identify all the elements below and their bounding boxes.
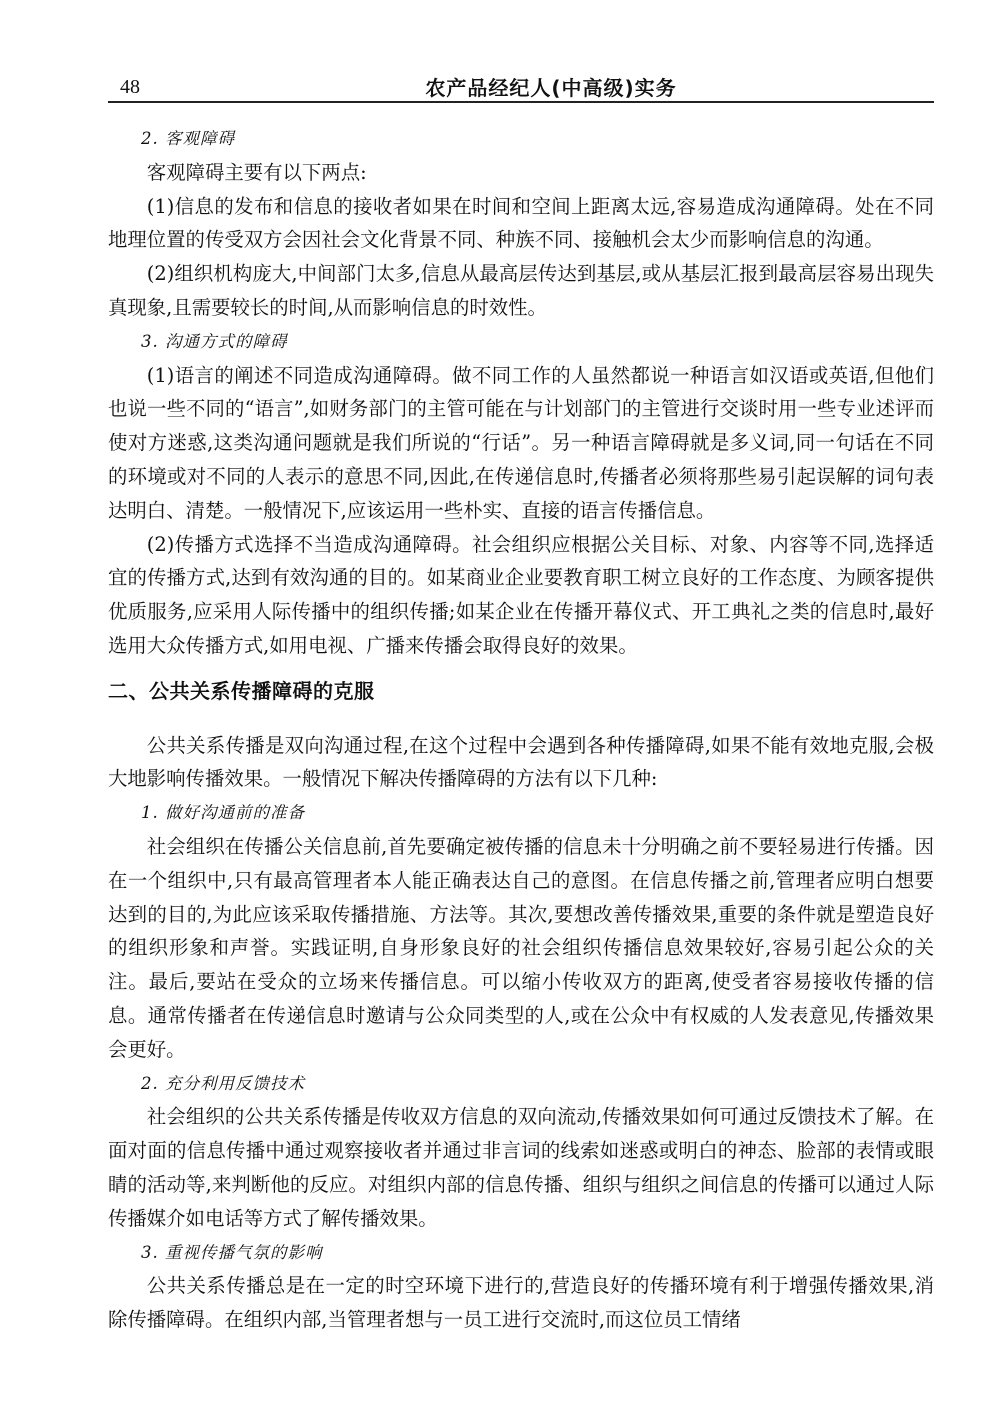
paragraph: (1)语言的阐述不同造成沟通障碍。做不同工作的人虽然都说一种语言如汉语或英语,但他们也说一些不同的“语言”,如财务部门的主管可能在与计划部门的主管进行交谈时用一些专业述评而使对方迷惑,这类沟通问题就是我们所说的“行话”。另一种语言障碍就是多义词,同一句话在不同的环境或对不同的人表示的意思不同,因此,在传递信息时,传播者必须将那些易引起误解的词句表达明白、清楚。一般情况下,应该运用一些朴实、直接的语言传播信息。 [108,363,934,522]
subsection-title: 1. 做好沟通前的准备 [141,803,305,823]
subsection-title: 2. 充分利用反馈技术 [141,1073,305,1093]
subsection-title: 3. 沟通方式的障碍 [141,331,288,351]
section-heading: 二、公共关系传播障碍的克服 [108,678,375,703]
paragraph: (2)组织机构庞大,中间部门太多,信息从最高层传达到基层,或从基层汇报到最高层容易出现失真现象,且需要较长的时间,从而影响信息的时效性。 [108,262,934,319]
paragraph: 社会组织在传播公关信息前,首先要确定被传播的信息未十分明确之前不要轻易进行传播。因在一个组织中,只有最高管理者本人能正确表达自己的意图。在信息传播之前,管理者应明白想要达到的目的,为此应该采取传播措施、方法等。其次,要想改善传播效果,重要的条件就是塑造良好的组织形象和声誉。实践证明,自身形象良好的社会组织传播信息效果较好,容易引起公众的关注。最后,要站在受众的立场来传播信息。可以缩小传收双方的距离,使受者容易接收传播的信息。通常传播者在传递信息时邀请与公众同类型的人,或在公众中有权威的人发表意见,传播效果会更好。 [108,834,934,1061]
header-rule [108,101,934,103]
book-title: 农产品经纪人(中高级)实务 [425,76,677,100]
page-number: 48 [120,76,140,98]
subsection-title: 3. 重视传播气氛的影响 [141,1242,323,1262]
subsection-title: 2. 客观障碍 [141,129,235,148]
paragraph: 公共关系传播是双向沟通过程,在这个过程中会遇到各种传播障碍,如果不能有效地克服,会极大地影响传播效果。一般情况下解决传播障碍的方法有以下几种: [108,733,934,791]
paragraph: 社会组织的公共关系传播是传收双方信息的双向流动,传播效果如何可通过反馈技术了解。在面对面的信息传播中通过观察接收者并通过非言词的线索如迷惑或明白的神态、脸部的表情或眼睛的活动等,来判断他的反应。对组织内部的信息传播、组织与组织之间信息的传播可以通过人际传播媒介如电话等方式了解传播效果。 [108,1105,934,1230]
running-header [108,70,934,102]
paragraph: (2)传播方式选择不当造成沟通障碍。社会组织应根据公关目标、对象、内容等不同,选择适宜的传播方式,达到有效沟通的目的。如某商业企业要教育职工树立良好的工作态度、为顾客提供优质服务,应采用人际传播中的组织传播;如某企业在传播开幕仪式、开工典礼之类的信息时,最好选用大众传播方式,如用电视、广播来传播会取得良好的效果。 [108,532,934,657]
paragraph: (1)信息的发布和信息的接收者如果在时间和空间上距离太远,容易造成沟通障碍。处在不同地理位置的传受双方会因社会文化背景不同、种族不同、接触机会太少而影响信息的沟通。 [108,194,934,252]
paragraph: 客观障碍主要有以下两点: [146,160,367,184]
paragraph: 公共关系传播总是在一定的时空环境下进行的,营造良好的传播环境有利于增强传播效果,消除传播障碍。在组织内部,当管理者想与一员工进行交流时,而这位员工情绪 [108,1274,934,1332]
page-body [108,122,934,1337]
